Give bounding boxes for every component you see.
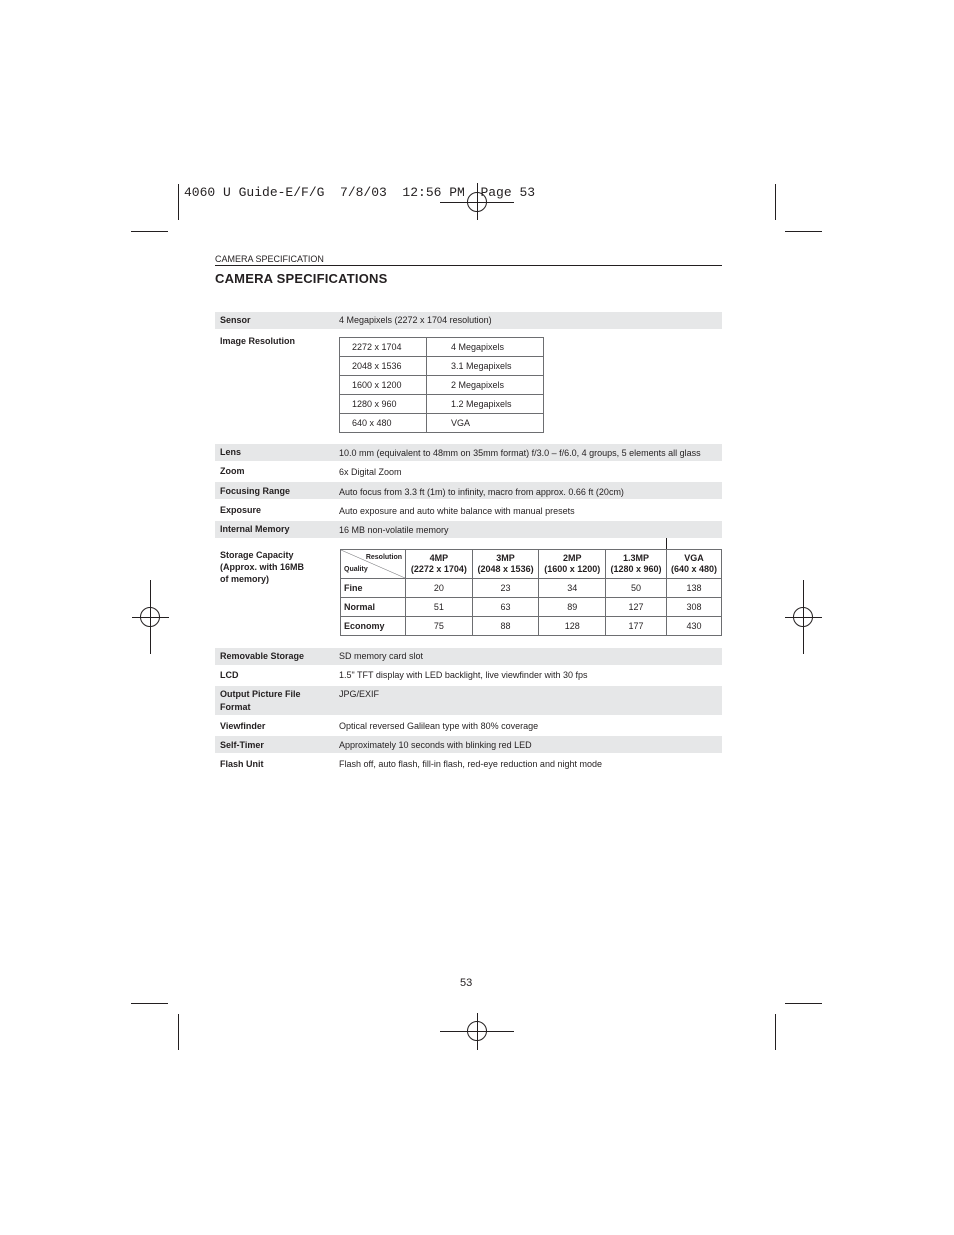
table-row [341, 617, 722, 636]
registration-circle [140, 607, 160, 627]
quality-cell: Normal [341, 598, 406, 617]
spec-label-zoom: Zoom [220, 466, 245, 476]
crop-mark [785, 1003, 822, 1004]
table-cell: 138 [666, 579, 721, 598]
label-line: Output Picture File [220, 689, 301, 699]
spec-label-lens: Lens [220, 447, 242, 457]
table-cell: 2272 x 1704 [340, 338, 427, 357]
crop-mark [775, 1014, 776, 1050]
column-header [472, 550, 539, 579]
table-cell: VGA [427, 414, 544, 433]
table-row [340, 338, 544, 357]
table-row [340, 414, 544, 433]
spec-value-internal-memory: 16 MB non-volatile memory [339, 525, 449, 535]
spec-value-lens: 10.0 mm (equivalent to 48mm on 35mm format) f/3.0 – f/6.0, 4 groups, 5 elements all glass [339, 448, 701, 458]
spec-label-sensor: Sensor [220, 315, 251, 325]
spec-value-output-format: JPG/EXIF [339, 689, 380, 699]
column-header-bottom: (2272 x 1704) [410, 564, 467, 574]
spec-value-focusing-range: Auto focus from 3.3 ft (1m) to infinity, macro from approx. 0.66 ft (20cm) [339, 487, 624, 497]
column-header [606, 550, 667, 579]
table-row [340, 357, 544, 376]
column-header-top: 2MP [563, 553, 582, 563]
column-header-bottom: (1600 x 1200) [544, 564, 601, 574]
column-header-bottom: (1280 x 960) [610, 564, 662, 574]
spec-value-lcd: 1.5" TFT display with LED backlight, live viewfinder with 30 fps [339, 670, 588, 680]
crop-mark [131, 231, 168, 232]
corner-label-resolution: Resolution [365, 554, 402, 561]
table-cell: 1280 x 960 [340, 395, 427, 414]
table-cell: 2 Megapixels [427, 376, 544, 395]
label-line: of memory) [220, 574, 270, 584]
column-header-bottom: (640 x 480) [670, 564, 717, 574]
quality-cell: Economy [341, 617, 406, 636]
page-title: CAMERA SPECIFICATIONS [215, 271, 388, 286]
spec-value-self-timer: Approximately 10 seconds with blinking red LED [339, 740, 532, 750]
column-header-top: 4MP [429, 553, 449, 563]
diagonal-divider [341, 550, 405, 578]
registration-circle [467, 1021, 487, 1041]
spec-value-exposure: Auto exposure and auto white balance with manual presets [339, 506, 575, 516]
label-line: Format [220, 702, 251, 712]
spec-value-flash-unit: Flash off, auto flash, fill-in flash, red-eye reduction and night mode [339, 759, 602, 769]
table-cell: 51 [406, 598, 473, 617]
column-header [406, 550, 473, 579]
spec-value-sensor: 4 Megapixels (2272 x 1704 resolution) [339, 315, 492, 325]
table-cell: 3.1 Megapixels [427, 357, 544, 376]
label-line: (Approx. with 16MB [220, 562, 305, 572]
spec-label-lcd: LCD [220, 670, 239, 680]
table-cell: 640 x 480 [340, 414, 427, 433]
column-header [539, 550, 606, 579]
column-header-top: 3MP [496, 553, 515, 563]
spec-label-image-resolution: Image Resolution [220, 336, 296, 346]
table-cell: 2048 x 1536 [340, 357, 427, 376]
table-row [341, 579, 722, 598]
spec-label-exposure: Exposure [220, 505, 262, 515]
spec-label-focusing-range: Focusing Range [220, 486, 291, 496]
spec-value-zoom: 6x Digital Zoom [339, 467, 402, 477]
crop-mark [785, 231, 822, 232]
table-cell: 177 [606, 617, 667, 636]
table-cell: 50 [606, 579, 667, 598]
section-divider [215, 265, 722, 266]
crop-mark [131, 1003, 168, 1004]
spec-label-viewfinder: Viewfinder [220, 721, 266, 731]
table-cell: 1600 x 1200 [340, 376, 427, 395]
spec-label-storage-capacity [220, 549, 304, 585]
resolution-table [339, 337, 544, 433]
section-label: CAMERA SPECIFICATION [215, 254, 324, 264]
column-header [666, 550, 721, 579]
table-cell: 63 [472, 598, 539, 617]
column-header-top: VGA [684, 553, 704, 563]
label-line: Storage Capacity [220, 550, 294, 560]
table-cell: 23 [472, 579, 539, 598]
spec-value-viewfinder: Optical reversed Galilean type with 80% coverage [339, 721, 539, 731]
printer-slug: 4060 U Guide-E/F/G 7/8/03 12:56 PM Page 53 [184, 185, 536, 200]
spec-label-internal-memory: Internal Memory [220, 524, 290, 534]
table-cell: 75 [406, 617, 473, 636]
table-cell: 1.2 Megapixels [427, 395, 544, 414]
table-cell: 128 [539, 617, 606, 636]
table-cell: 20 [406, 579, 473, 598]
table-row [340, 376, 544, 395]
spec-label-removable-storage: Removable Storage [220, 651, 305, 661]
table-row [341, 598, 722, 617]
column-header-top: 1.3MP [623, 553, 650, 563]
table-cell: 88 [472, 617, 539, 636]
spec-label-self-timer: Self-Timer [220, 740, 264, 750]
column-header-bottom: (2048 x 1536) [477, 564, 534, 574]
table-cell: 308 [666, 598, 721, 617]
table-cell: 127 [606, 598, 667, 617]
table-header-row [341, 550, 722, 579]
corner-header-cell [341, 550, 406, 579]
quality-cell: Fine [341, 579, 406, 598]
registration-circle [793, 607, 813, 627]
corner-label-quality: Quality [344, 566, 368, 573]
crop-mark [178, 1014, 179, 1050]
spec-label-flash-unit: Flash Unit [220, 759, 264, 769]
crop-mark [178, 184, 179, 220]
spec-row-band [215, 521, 722, 538]
crop-mark [775, 184, 776, 220]
storage-capacity-table [340, 549, 722, 636]
table-cell: 4 Megapixels [427, 338, 544, 357]
spec-label-output-format [220, 688, 301, 713]
table-cell: 430 [666, 617, 721, 636]
table-row [340, 395, 544, 414]
spec-value-removable-storage: SD memory card slot [339, 651, 424, 661]
table-cell: 89 [539, 598, 606, 617]
page-number: 53 [460, 977, 473, 989]
table-cell: 34 [539, 579, 606, 598]
